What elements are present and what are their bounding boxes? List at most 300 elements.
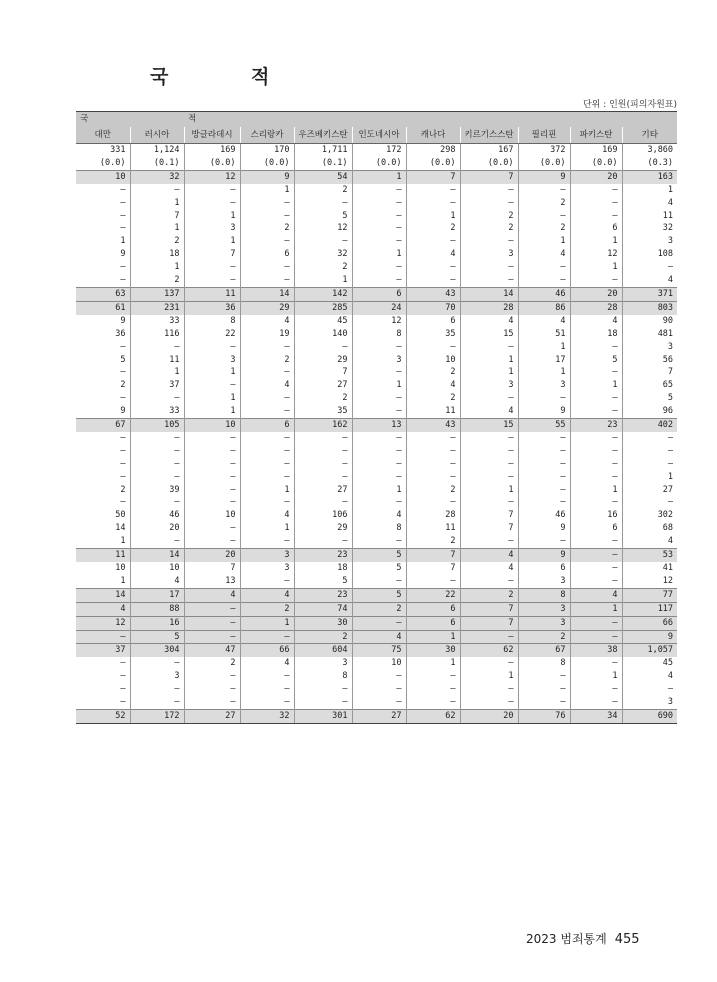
table-cell: – bbox=[352, 405, 406, 418]
table-cell: – bbox=[570, 630, 622, 644]
table-cell: – bbox=[570, 366, 622, 379]
column-header: 기타 bbox=[622, 127, 677, 144]
table-cell: 1 bbox=[184, 366, 240, 379]
table-cell: – bbox=[240, 366, 294, 379]
table-cell: 6 bbox=[406, 315, 460, 328]
table-cell: – bbox=[130, 392, 184, 405]
table-cell: 6 bbox=[570, 522, 622, 535]
table-row bbox=[76, 575, 677, 588]
table-cell: – bbox=[406, 458, 460, 471]
table-cell: – bbox=[518, 184, 570, 197]
table-cell: – bbox=[352, 458, 406, 471]
table-cell: 46 bbox=[518, 509, 570, 522]
table-cell: 33 bbox=[130, 315, 184, 328]
table-cell: 20 bbox=[184, 549, 240, 562]
table-row bbox=[76, 222, 677, 235]
table-cell: 1 bbox=[352, 484, 406, 497]
table-cell: 5 bbox=[294, 575, 352, 588]
table-cell: 1 bbox=[570, 235, 622, 248]
table-cell: 2 bbox=[120, 380, 126, 391]
table-cell: 7 bbox=[406, 549, 460, 562]
table-cell: 17 bbox=[130, 588, 184, 602]
table-row bbox=[76, 144, 677, 157]
table-row bbox=[76, 445, 677, 458]
table-cell: – bbox=[460, 184, 518, 197]
table-cell: 12 bbox=[294, 222, 352, 235]
table-row bbox=[76, 509, 677, 522]
table-cell: 66 bbox=[240, 644, 294, 657]
table-cell: 6 bbox=[240, 248, 294, 261]
table-cell: 41 bbox=[622, 562, 677, 575]
table-cell: 3 bbox=[518, 379, 570, 392]
table-cell: 29 bbox=[294, 354, 352, 367]
table-cell: – bbox=[518, 535, 570, 548]
table-cell: 5 bbox=[570, 354, 622, 367]
table-cell: – bbox=[130, 432, 184, 445]
table-cell: 3 bbox=[240, 549, 294, 562]
table-cell: 2 bbox=[460, 222, 518, 235]
table-row bbox=[76, 562, 677, 575]
table-cell: – bbox=[120, 671, 126, 682]
table-cell: 67 bbox=[76, 419, 130, 432]
table-cell: 11 bbox=[406, 405, 460, 418]
table-cell: 4 bbox=[76, 602, 130, 616]
table-cell: 140 bbox=[294, 328, 352, 341]
column-header: 필리핀 bbox=[518, 127, 570, 144]
table-cell: 29 bbox=[240, 301, 294, 314]
table-cell: – bbox=[518, 496, 570, 509]
table-cell: 18 bbox=[570, 328, 622, 341]
table-cell: 3 bbox=[622, 235, 677, 248]
table-cell: 30 bbox=[294, 616, 352, 630]
table-cell: 1 bbox=[240, 484, 294, 497]
table-cell: 4 bbox=[130, 575, 184, 588]
table-cell: 1 bbox=[406, 630, 460, 644]
table-cell: 1,711 bbox=[294, 144, 352, 157]
table-cell: (0.0) bbox=[460, 157, 518, 170]
table-cell: 36 bbox=[184, 301, 240, 314]
table-row bbox=[76, 184, 677, 197]
table-cell: 27 bbox=[294, 379, 352, 392]
table-cell: 3 bbox=[352, 354, 406, 367]
table-cell: – bbox=[120, 210, 126, 221]
table-cell: 35 bbox=[406, 328, 460, 341]
table-cell: 37 bbox=[76, 644, 130, 657]
table-cell: 304 bbox=[130, 644, 184, 657]
table-row bbox=[76, 588, 677, 602]
column-header: 파키스탄 bbox=[570, 127, 622, 144]
table-cell: 5 bbox=[130, 630, 184, 644]
table-cell: – bbox=[130, 184, 184, 197]
table-cell: – bbox=[184, 379, 240, 392]
table-cell: 32 bbox=[294, 248, 352, 261]
table-cell: 372 bbox=[518, 144, 570, 157]
table-cell: – bbox=[570, 197, 622, 210]
table-cell: 7 bbox=[406, 170, 460, 183]
table-cell: – bbox=[570, 445, 622, 458]
table-cell: – bbox=[460, 575, 518, 588]
table-cell: 2 bbox=[184, 657, 240, 670]
table-cell: 7 bbox=[460, 509, 518, 522]
table-cell: – bbox=[184, 602, 240, 616]
table-cell: – bbox=[184, 696, 240, 709]
table-cell: 11 bbox=[184, 287, 240, 301]
table-cell: 10 bbox=[352, 657, 406, 670]
table-cell: 1 bbox=[570, 261, 622, 274]
table-cell: 481 bbox=[622, 328, 677, 341]
table-row bbox=[76, 616, 677, 630]
publication-name: 2023 범죄통계 bbox=[526, 932, 607, 946]
table-cell: – bbox=[184, 484, 240, 497]
table-cell: 36 bbox=[115, 328, 126, 339]
table-row bbox=[76, 341, 677, 354]
table-row bbox=[76, 458, 677, 471]
table-cell: (0.0) bbox=[352, 157, 406, 170]
table-cell: – bbox=[120, 497, 126, 508]
table-cell: 1 bbox=[518, 235, 570, 248]
table-cell: – bbox=[570, 341, 622, 354]
table-row bbox=[76, 522, 677, 535]
table-cell: – bbox=[352, 184, 406, 197]
table-cell: 32 bbox=[130, 170, 184, 183]
table-cell: – bbox=[120, 697, 126, 708]
table-cell: 18 bbox=[130, 248, 184, 261]
table-cell: – bbox=[406, 274, 460, 287]
table-cell: 1 bbox=[406, 657, 460, 670]
table-cell: – bbox=[570, 683, 622, 696]
table-cell: – bbox=[460, 630, 518, 644]
table-cell: – bbox=[460, 683, 518, 696]
table-cell: 117 bbox=[622, 602, 677, 616]
table-cell: – bbox=[130, 683, 184, 696]
table-cell: – bbox=[120, 262, 126, 273]
table-cell: 2 bbox=[518, 222, 570, 235]
table-cell: – bbox=[184, 496, 240, 509]
table-cell: 2 bbox=[130, 274, 184, 287]
table-row bbox=[76, 287, 677, 301]
table-cell: 3 bbox=[622, 341, 677, 354]
group-header-left: 국 bbox=[76, 112, 184, 128]
table-cell: 4 bbox=[622, 670, 677, 683]
table-cell: – bbox=[518, 683, 570, 696]
table-cell: 4 bbox=[240, 315, 294, 328]
table-cell: 14 bbox=[130, 549, 184, 562]
table-cell: – bbox=[120, 684, 126, 695]
table-cell: 9 bbox=[518, 405, 570, 418]
table-cell: – bbox=[622, 683, 677, 696]
table-cell: 1 bbox=[352, 248, 406, 261]
table-cell: 54 bbox=[294, 170, 352, 183]
table-cell: 70 bbox=[406, 301, 460, 314]
table-cell: 86 bbox=[518, 301, 570, 314]
table-cell: 55 bbox=[518, 419, 570, 432]
table-cell: – bbox=[406, 670, 460, 683]
table-cell: 16 bbox=[570, 509, 622, 522]
table-cell: – bbox=[406, 184, 460, 197]
table-cell: – bbox=[622, 445, 677, 458]
table-row bbox=[76, 301, 677, 314]
table-cell: 1 bbox=[570, 379, 622, 392]
table-cell: 1 bbox=[460, 354, 518, 367]
table-cell: – bbox=[460, 274, 518, 287]
table-cell: 20 bbox=[460, 709, 518, 723]
table-cell: – bbox=[622, 261, 677, 274]
table-cell: 23 bbox=[294, 549, 352, 562]
table-cell: – bbox=[120, 275, 126, 286]
table-cell: – bbox=[240, 392, 294, 405]
table-cell: – bbox=[240, 496, 294, 509]
table-cell: – bbox=[184, 197, 240, 210]
table-cell: – bbox=[406, 471, 460, 484]
table-cell: – bbox=[294, 496, 352, 509]
table-cell: – bbox=[406, 696, 460, 709]
table-cell: 1 bbox=[294, 274, 352, 287]
table-cell: 1 bbox=[570, 484, 622, 497]
table-cell: – bbox=[120, 367, 126, 378]
table-cell: 20 bbox=[130, 522, 184, 535]
table-row bbox=[76, 630, 677, 644]
table-cell: – bbox=[240, 575, 294, 588]
table-cell: 27 bbox=[294, 484, 352, 497]
table-cell: 6 bbox=[406, 602, 460, 616]
table-cell: 142 bbox=[294, 287, 352, 301]
table-cell: 4 bbox=[240, 588, 294, 602]
table-row bbox=[76, 170, 677, 183]
table-cell: – bbox=[240, 683, 294, 696]
table-cell: 27 bbox=[184, 709, 240, 723]
table-cell: 4 bbox=[240, 379, 294, 392]
table-cell: – bbox=[294, 445, 352, 458]
table-cell: 7 bbox=[460, 522, 518, 535]
table-cell: – bbox=[352, 616, 406, 630]
table-cell: 30 bbox=[406, 644, 460, 657]
table-cell: 7 bbox=[184, 562, 240, 575]
table-cell: 2 bbox=[294, 261, 352, 274]
table-cell: – bbox=[570, 657, 622, 670]
table-cell: – bbox=[518, 670, 570, 683]
table-cell: 88 bbox=[130, 602, 184, 616]
table-cell: (0.0) bbox=[570, 157, 622, 170]
table-cell: 1 bbox=[570, 602, 622, 616]
table-cell: 65 bbox=[622, 379, 677, 392]
table-row bbox=[76, 392, 677, 405]
table-cell: 2 bbox=[406, 535, 460, 548]
table-cell: 62 bbox=[460, 644, 518, 657]
table-cell: 10 bbox=[130, 562, 184, 575]
table-cell: 38 bbox=[570, 644, 622, 657]
table-cell: 1 bbox=[120, 575, 126, 586]
table-cell: – bbox=[130, 496, 184, 509]
table-cell: 10 bbox=[76, 170, 130, 183]
table-row bbox=[76, 354, 677, 367]
table-cell: 3 bbox=[460, 379, 518, 392]
table-cell: – bbox=[406, 261, 460, 274]
table-cell: 3 bbox=[184, 354, 240, 367]
table-cell: 34 bbox=[570, 709, 622, 723]
table-cell: 1 bbox=[130, 197, 184, 210]
table-cell: 12 bbox=[570, 248, 622, 261]
table-cell: – bbox=[570, 549, 622, 562]
table-cell: – bbox=[240, 261, 294, 274]
table-cell: 1 bbox=[570, 670, 622, 683]
table-cell: 3 bbox=[294, 657, 352, 670]
table-cell: – bbox=[240, 235, 294, 248]
table-cell: 75 bbox=[352, 644, 406, 657]
table-cell: – bbox=[294, 458, 352, 471]
table-cell: 331 bbox=[110, 145, 126, 155]
table-cell: 4 bbox=[352, 509, 406, 522]
table-cell: 6 bbox=[518, 562, 570, 575]
table-cell: – bbox=[184, 670, 240, 683]
table-cell: – bbox=[406, 341, 460, 354]
table-cell: – bbox=[352, 222, 406, 235]
table-cell: 11 bbox=[130, 354, 184, 367]
table-cell: 10 bbox=[184, 509, 240, 522]
table-cell: – bbox=[570, 184, 622, 197]
table-cell: 22 bbox=[184, 328, 240, 341]
table-cell: 8 bbox=[518, 588, 570, 602]
table-cell: – bbox=[130, 535, 184, 548]
table-cell: – bbox=[570, 432, 622, 445]
table-cell: – bbox=[570, 696, 622, 709]
table-cell: – bbox=[352, 197, 406, 210]
table-cell: 11 bbox=[76, 549, 130, 562]
table-cell: 2 bbox=[130, 235, 184, 248]
table-cell: 90 bbox=[622, 315, 677, 328]
table-cell: 4 bbox=[406, 379, 460, 392]
table-row bbox=[76, 197, 677, 210]
table-cell: – bbox=[130, 445, 184, 458]
table-cell: – bbox=[294, 432, 352, 445]
table-cell: 27 bbox=[622, 484, 677, 497]
table-cell: (0.1) bbox=[130, 157, 184, 170]
table-cell: – bbox=[120, 184, 126, 195]
table-cell: 4 bbox=[570, 315, 622, 328]
table-cell: 9 bbox=[518, 170, 570, 183]
table-cell: 4 bbox=[460, 549, 518, 562]
table-cell: – bbox=[352, 575, 406, 588]
table-cell: 28 bbox=[460, 301, 518, 314]
table-cell: – bbox=[460, 445, 518, 458]
table-row bbox=[76, 315, 677, 328]
table-cell: – bbox=[240, 210, 294, 223]
table-cell: – bbox=[570, 458, 622, 471]
table-cell: 66 bbox=[622, 616, 677, 630]
table-cell: – bbox=[240, 341, 294, 354]
table-cell: 1 bbox=[622, 184, 677, 197]
table-cell: (0.3) bbox=[622, 157, 677, 170]
table-row bbox=[76, 657, 677, 670]
table-cell: 4 bbox=[518, 315, 570, 328]
table-cell: 2 bbox=[460, 210, 518, 223]
unit-label: 단위 : 인원(피의자원표) bbox=[582, 100, 677, 110]
table-cell: 7 bbox=[406, 562, 460, 575]
table-cell: – bbox=[294, 235, 352, 248]
table-cell: 10 bbox=[115, 563, 126, 573]
group-header-right: 적 bbox=[184, 112, 677, 128]
table-cell: – bbox=[352, 696, 406, 709]
table-cell: 77 bbox=[622, 588, 677, 602]
table-cell: 7 bbox=[460, 170, 518, 183]
table-cell: 8 bbox=[352, 522, 406, 535]
table-cell: 301 bbox=[294, 709, 352, 723]
table-cell: – bbox=[352, 274, 406, 287]
table-cell: – bbox=[184, 432, 240, 445]
table-cell: 1 bbox=[184, 235, 240, 248]
table-cell: 76 bbox=[518, 709, 570, 723]
table-cell: 5 bbox=[294, 210, 352, 223]
table-cell: 298 bbox=[406, 144, 460, 157]
table-cell: – bbox=[184, 261, 240, 274]
table-cell: 4 bbox=[518, 248, 570, 261]
table-cell: 1 bbox=[184, 392, 240, 405]
table-cell: – bbox=[352, 261, 406, 274]
table-cell: 371 bbox=[622, 287, 677, 301]
table-cell: 3 bbox=[184, 222, 240, 235]
table-cell: 1,124 bbox=[130, 144, 184, 157]
table-cell: – bbox=[120, 471, 126, 482]
table-cell: – bbox=[518, 432, 570, 445]
table-cell: (0.1) bbox=[294, 157, 352, 170]
table-cell: – bbox=[460, 197, 518, 210]
table-row bbox=[76, 405, 677, 418]
table-cell: – bbox=[294, 696, 352, 709]
table-cell: 8 bbox=[294, 670, 352, 683]
table-cell: – bbox=[352, 235, 406, 248]
table-cell: 8 bbox=[184, 315, 240, 328]
table-cell: 19 bbox=[240, 328, 294, 341]
table-cell: 167 bbox=[460, 144, 518, 157]
table-cell: 172 bbox=[352, 144, 406, 157]
table-cell: – bbox=[240, 535, 294, 548]
table-cell: – bbox=[352, 496, 406, 509]
table-cell: – bbox=[294, 683, 352, 696]
table-row bbox=[76, 274, 677, 287]
table-row bbox=[76, 210, 677, 223]
table-cell: – bbox=[622, 496, 677, 509]
table-cell: – bbox=[240, 432, 294, 445]
table-cell: 1 bbox=[120, 236, 126, 247]
table-cell: 604 bbox=[294, 644, 352, 657]
table-cell: (0.0) bbox=[406, 157, 460, 170]
table-cell: 9 bbox=[240, 170, 294, 183]
table-cell: 9 bbox=[518, 549, 570, 562]
table-cell: 163 bbox=[622, 170, 677, 183]
table-cell: 8 bbox=[352, 328, 406, 341]
column-header: 인도네시아 bbox=[352, 127, 406, 144]
table-cell: – bbox=[184, 471, 240, 484]
table-cell: – bbox=[130, 696, 184, 709]
table-cell: 11 bbox=[406, 522, 460, 535]
table-row bbox=[76, 484, 677, 497]
table-cell: – bbox=[184, 535, 240, 548]
table-cell: – bbox=[294, 341, 352, 354]
table-cell: – bbox=[460, 261, 518, 274]
table-cell: – bbox=[240, 197, 294, 210]
table-cell: 28 bbox=[406, 509, 460, 522]
table-cell: 1 bbox=[352, 170, 406, 183]
table-cell: 1 bbox=[184, 210, 240, 223]
table-cell: 4 bbox=[240, 657, 294, 670]
table-cell: 15 bbox=[460, 328, 518, 341]
table-cell: 7 bbox=[130, 210, 184, 223]
table-cell: – bbox=[240, 630, 294, 644]
table-cell: 46 bbox=[130, 509, 184, 522]
table-cell: 74 bbox=[294, 602, 352, 616]
table-cell: (0.0) bbox=[240, 157, 294, 170]
table-cell: 47 bbox=[184, 644, 240, 657]
table-cell: 96 bbox=[622, 405, 677, 418]
